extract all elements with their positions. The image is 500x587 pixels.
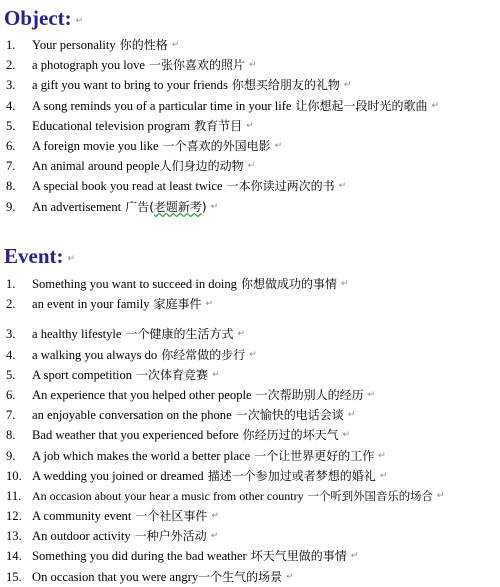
- paragraph-mark-icon: ↵: [343, 80, 352, 91]
- item-chinese: 你经历过的坏天气: [242, 428, 339, 443]
- item-english: a walking you always do: [32, 347, 158, 362]
- paragraph-mark-icon: ↵: [248, 60, 257, 71]
- item-text: [32, 567, 294, 587]
- event-list: [0, 274, 500, 587]
- item-chinese: 你想做成功的事情: [240, 277, 337, 291]
- item-text: [32, 75, 351, 95]
- list-item: [0, 425, 500, 445]
- paragraph-mark-icon: ↵: [210, 201, 219, 212]
- item-number: 6.: [6, 138, 16, 153]
- item-text: [32, 96, 439, 116]
- list-item: [0, 274, 500, 294]
- object-heading-colon: :: [64, 6, 72, 30]
- event-heading: [4, 244, 75, 271]
- item-english: A sport competition: [32, 367, 133, 382]
- item-english: An advertisement: [32, 199, 122, 214]
- item-text: [32, 324, 245, 344]
- item-english: a gift you want to bring to your friends: [32, 78, 228, 93]
- item-english: A community event: [32, 509, 132, 524]
- item-chinese: 描述一个参加过或者梦想的婚礼: [207, 468, 376, 483]
- item-chinese: 人们身边的动物: [159, 159, 244, 174]
- item-text: [32, 466, 387, 486]
- event-heading-colon: :: [56, 244, 64, 268]
- item-chinese: 坏天气里做的事情: [250, 549, 347, 564]
- item-number: 15.: [6, 569, 22, 584]
- item-chinese-marked: 老题新考: [153, 199, 202, 214]
- item-chinese: 一种户外活动: [134, 529, 207, 544]
- item-text: [32, 345, 257, 365]
- list-item: [0, 466, 500, 486]
- item-number: 14.: [6, 549, 22, 564]
- item-text: [32, 197, 218, 217]
- item-number: 7.: [6, 159, 16, 174]
- event-heading-text: Event: [4, 244, 57, 268]
- list-item: [0, 197, 500, 217]
- item-english: An animal around people: [32, 159, 160, 174]
- list-item: [0, 486, 500, 506]
- item-number: 1.: [6, 38, 16, 52]
- paragraph-mark-icon: ↵: [379, 470, 388, 481]
- item-english: A job which makes the world a better place: [32, 448, 251, 463]
- object-list: [0, 35, 500, 217]
- item-text: [32, 35, 179, 55]
- paragraph-mark-icon: ↵: [212, 369, 220, 380]
- paragraph-mark-icon: ↵: [286, 571, 294, 582]
- item-english: An experience that you helped other people: [32, 387, 252, 402]
- item-number: 4.: [6, 347, 16, 362]
- paragraph-mark-icon: ↵: [67, 254, 76, 264]
- item-text: [32, 385, 375, 405]
- item-number: 9.: [6, 199, 16, 214]
- item-english: On occasion that you were angry: [32, 569, 199, 584]
- item-number: 8.: [6, 179, 16, 194]
- item-english: A wedding you joined or dreamed: [32, 468, 204, 483]
- item-number: 6.: [6, 387, 16, 402]
- item-number: 3.: [6, 78, 16, 93]
- item-chinese: 你经常做的步行: [161, 347, 246, 362]
- list-item: [0, 405, 500, 425]
- item-text: [32, 506, 219, 526]
- item-chinese: 让你想起一段时光的歌曲: [295, 98, 428, 113]
- paragraph-mark-icon: ↵: [350, 551, 359, 562]
- item-chinese: 一张你喜欢的照片: [148, 58, 245, 73]
- list-item: [0, 35, 500, 55]
- item-english: Your personality: [32, 38, 116, 52]
- paragraph-mark-icon: ↵: [378, 450, 386, 461]
- item-english: A special book you read at least twice: [32, 179, 223, 194]
- item-number: 9.: [6, 448, 16, 463]
- item-text: [32, 136, 282, 156]
- item-chinese: 一个社区事件: [135, 509, 208, 524]
- list-item: [0, 156, 500, 176]
- paragraph-mark-icon: ↵: [171, 40, 180, 50]
- item-number: 5.: [6, 118, 16, 133]
- item-chinese: 一个听到外国音乐的场合: [307, 488, 433, 503]
- paragraph-mark-icon: ↵: [347, 410, 356, 421]
- list-item: [0, 75, 500, 95]
- paragraph-mark-icon: ↵: [338, 181, 347, 192]
- list-item: [0, 506, 500, 526]
- item-number: 1.: [6, 277, 16, 291]
- list-item: [0, 136, 500, 156]
- list-item: [0, 526, 500, 546]
- item-chinese-tail: ): [201, 199, 207, 214]
- item-text: [32, 365, 220, 385]
- item-number: 13.: [6, 529, 22, 544]
- item-number: 2.: [6, 58, 16, 73]
- paragraph-mark-icon: ↵: [246, 120, 254, 131]
- paragraph-mark-icon: ↵: [247, 161, 256, 172]
- item-english: A song reminds you of a particular time in your life: [32, 98, 292, 113]
- list-item: [0, 55, 500, 75]
- item-number: 12.: [6, 509, 22, 524]
- paragraph-mark-icon: ↵: [436, 490, 445, 501]
- paragraph-mark-icon: ↵: [205, 299, 214, 310]
- item-chinese: 你的性格: [119, 38, 168, 52]
- item-chinese: 广告(: [125, 199, 154, 214]
- item-english: a photograph you love: [32, 58, 145, 73]
- object-heading: [4, 6, 83, 33]
- item-english: Something you did during the bad weather: [32, 549, 247, 564]
- item-number: 3.: [6, 327, 16, 342]
- item-text: [32, 405, 355, 425]
- paragraph-mark-icon: ↵: [340, 279, 349, 289]
- item-text: [32, 546, 358, 566]
- list-item: [0, 294, 500, 314]
- item-english: Something you want to succeed in doing: [32, 277, 237, 291]
- item-text: [32, 274, 349, 294]
- item-english: an event in your family: [32, 297, 150, 312]
- item-text: [32, 294, 213, 314]
- paragraph-mark-icon: ↵: [367, 389, 376, 400]
- item-text: [32, 446, 386, 466]
- blank-line: [0, 314, 500, 324]
- list-item: [0, 446, 500, 466]
- list-item: [0, 365, 500, 385]
- item-text: [32, 156, 255, 176]
- item-english: a healthy lifestyle: [32, 327, 122, 342]
- paragraph-mark-icon: ↵: [342, 430, 351, 441]
- item-number: 7.: [6, 408, 16, 423]
- item-chinese: 一次愉快的电话会谈: [235, 408, 344, 423]
- list-item: [0, 546, 500, 566]
- item-english: Bad weather that you experienced before: [32, 428, 239, 443]
- list-item: [0, 116, 500, 136]
- item-text: [32, 116, 254, 136]
- paragraph-mark-icon: ↵: [249, 349, 257, 360]
- object-heading-text: Object: [4, 6, 65, 30]
- item-text: [32, 486, 444, 506]
- item-number: 8.: [6, 428, 16, 443]
- item-text: [32, 55, 257, 75]
- item-chinese: 家庭事件: [153, 297, 202, 312]
- list-item: [0, 345, 500, 365]
- list-item: [0, 324, 500, 344]
- item-chinese: 一个生气的场景: [198, 569, 283, 584]
- paragraph-mark-icon: ↵: [237, 329, 246, 340]
- item-chinese: 一次体育竞赛: [136, 367, 209, 382]
- item-english: A foreign movie you like: [32, 138, 159, 153]
- item-chinese: 一个让世界更好的工作: [254, 448, 375, 463]
- item-text: [32, 526, 218, 546]
- item-chinese: 你想买给朋友的礼物: [231, 78, 340, 93]
- item-english: Educational television program: [32, 118, 191, 133]
- paragraph-mark-icon: ↵: [75, 16, 84, 26]
- item-english: an enjoyable conversation on the phone: [32, 408, 232, 423]
- paragraph-mark-icon: ↵: [210, 531, 219, 542]
- list-item: [0, 176, 500, 196]
- item-english: An outdoor activity: [32, 529, 131, 544]
- item-number: 5.: [6, 367, 16, 382]
- item-chinese: 一本你读过两次的书: [226, 179, 335, 194]
- item-chinese: 一个喜欢的外国电影: [162, 138, 271, 153]
- item-chinese: 一个健康的生活方式: [125, 327, 234, 342]
- item-text: [32, 425, 350, 445]
- item-number: 11.: [6, 488, 22, 503]
- list-item: [0, 385, 500, 405]
- list-item: [0, 96, 500, 116]
- item-chinese: 一次帮助别人的经历: [255, 387, 364, 402]
- item-text: [32, 176, 346, 196]
- item-chinese: 教育节目: [194, 118, 243, 133]
- item-number: 2.: [6, 297, 16, 312]
- paragraph-mark-icon: ↵: [211, 511, 219, 522]
- list-item: [0, 567, 500, 587]
- item-number: 4.: [6, 98, 16, 113]
- paragraph-mark-icon: ↵: [274, 140, 283, 151]
- item-english: An occasion about your hear a music from other country: [32, 488, 304, 503]
- paragraph-mark-icon: ↵: [431, 100, 440, 111]
- item-number: 10.: [6, 468, 22, 483]
